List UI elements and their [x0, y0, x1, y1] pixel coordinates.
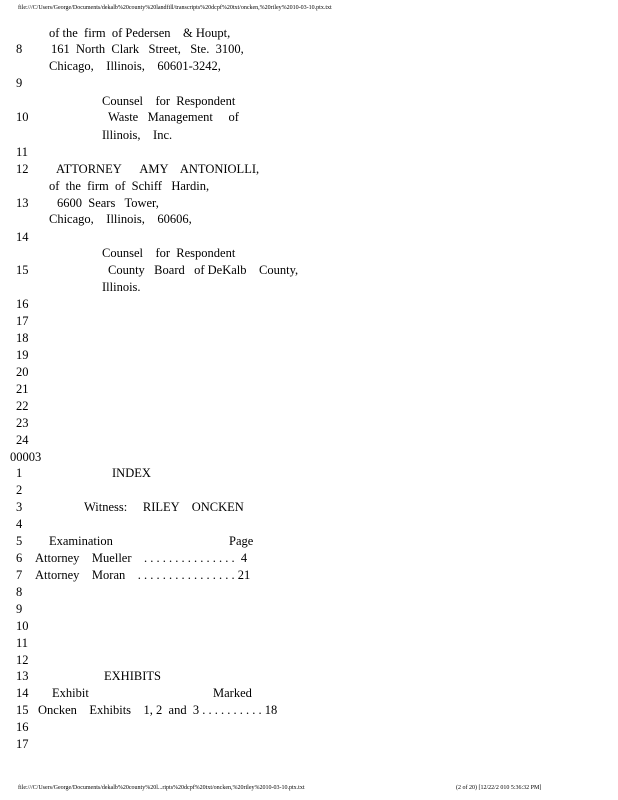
examination-row: Attorney Moran . . . . . . . . . . . . . . . . 21 [35, 568, 251, 582]
line-number: 10 [16, 110, 29, 124]
counsel-city-line: Chicago, Illinois, 60601-3242, [49, 59, 221, 73]
representation-line: Illinois. [102, 280, 141, 294]
line-number: 12 [16, 162, 29, 176]
line-number: 17 [16, 314, 29, 328]
line-number: 14 [16, 230, 29, 244]
line-number: 15 [16, 263, 29, 277]
line-number: 8 [16, 585, 23, 599]
line-number: 11 [16, 636, 29, 650]
line-number: 17 [16, 737, 29, 751]
line-number: 7 [16, 568, 23, 582]
line-number: 14 [16, 686, 29, 700]
exhibit-header: Exhibit [52, 686, 89, 700]
examination-row: Attorney Mueller . . . . . . . . . . . . . . . 4 [35, 551, 248, 565]
examination-header: Examination [49, 534, 113, 548]
line-number: 20 [16, 365, 29, 379]
counsel-address-line: 6600 Sears Tower, [57, 196, 159, 210]
representation-line: Illinois, Inc. [102, 128, 173, 142]
representation-line: Waste Management of [108, 110, 239, 124]
exhibit-row: Oncken Exhibits 1, 2 and 3 . . . . . . . . . . 18 [38, 703, 278, 717]
line-number: 22 [16, 399, 29, 413]
representation-line: County Board of DeKalb County, [108, 263, 299, 277]
file-path-header: file:///C/Users/George/Documents/dekalb%20county%20landfill/transcripts%20dcpf%20txt/oncken,%20riley%2010-03-10.ptx.txt [18, 5, 332, 11]
page-number: 00003 [10, 450, 42, 464]
line-number: 11 [16, 145, 29, 159]
line-number: 21 [16, 382, 29, 396]
line-number: 24 [16, 433, 29, 447]
line-number: 13 [16, 669, 29, 683]
representation-line: Counsel for Respondent [102, 246, 236, 260]
line-number: 16 [16, 297, 29, 311]
index-title: INDEX [112, 466, 151, 480]
line-number: 10 [16, 619, 29, 633]
line-number: 2 [16, 483, 23, 497]
line-number: 16 [16, 720, 29, 734]
line-number: 12 [16, 653, 29, 667]
line-number: 6 [16, 551, 23, 565]
line-number: 5 [16, 534, 23, 548]
line-number: 9 [16, 602, 23, 616]
page-info-footer: (2 of 20) [12/22/2 010 5:36:32 PM] [456, 785, 542, 791]
witness-line: Witness: RILEY ONCKEN [84, 500, 244, 514]
line-number: 8 [16, 42, 23, 56]
counsel-firm-line: of the firm of Pedersen & Houpt, [49, 26, 231, 40]
counsel-city-line: Chicago, Illinois, 60606, [49, 212, 192, 226]
line-number: 9 [16, 76, 23, 90]
representation-line: Counsel for Respondent [102, 94, 236, 108]
attorney-name-line: ATTORNEY AMY ANTONIOLLI, [56, 162, 260, 176]
line-number: 13 [16, 196, 29, 210]
line-number: 23 [16, 416, 29, 430]
line-number: 1 [16, 466, 23, 480]
line-number: 3 [16, 500, 23, 514]
line-number: 19 [16, 348, 29, 362]
exhibits-title: EXHIBITS [104, 669, 161, 683]
line-number: 15 [16, 703, 29, 717]
counsel-address-line: 161 North Clark Street, Ste. 3100, [51, 42, 244, 56]
counsel-firm-line: of the firm of Schiff Hardin, [49, 179, 210, 193]
marked-header: Marked [213, 686, 252, 700]
file-path-footer: file:///C/Users/George/Documents/dekalb%20county%20l...ripts%20dcpf%20txt/oncken,%20riley%2010-03-10.ptx.txt [18, 785, 305, 791]
page-column-header: Page [229, 534, 254, 548]
line-number: 18 [16, 331, 29, 345]
line-number: 4 [16, 517, 23, 531]
